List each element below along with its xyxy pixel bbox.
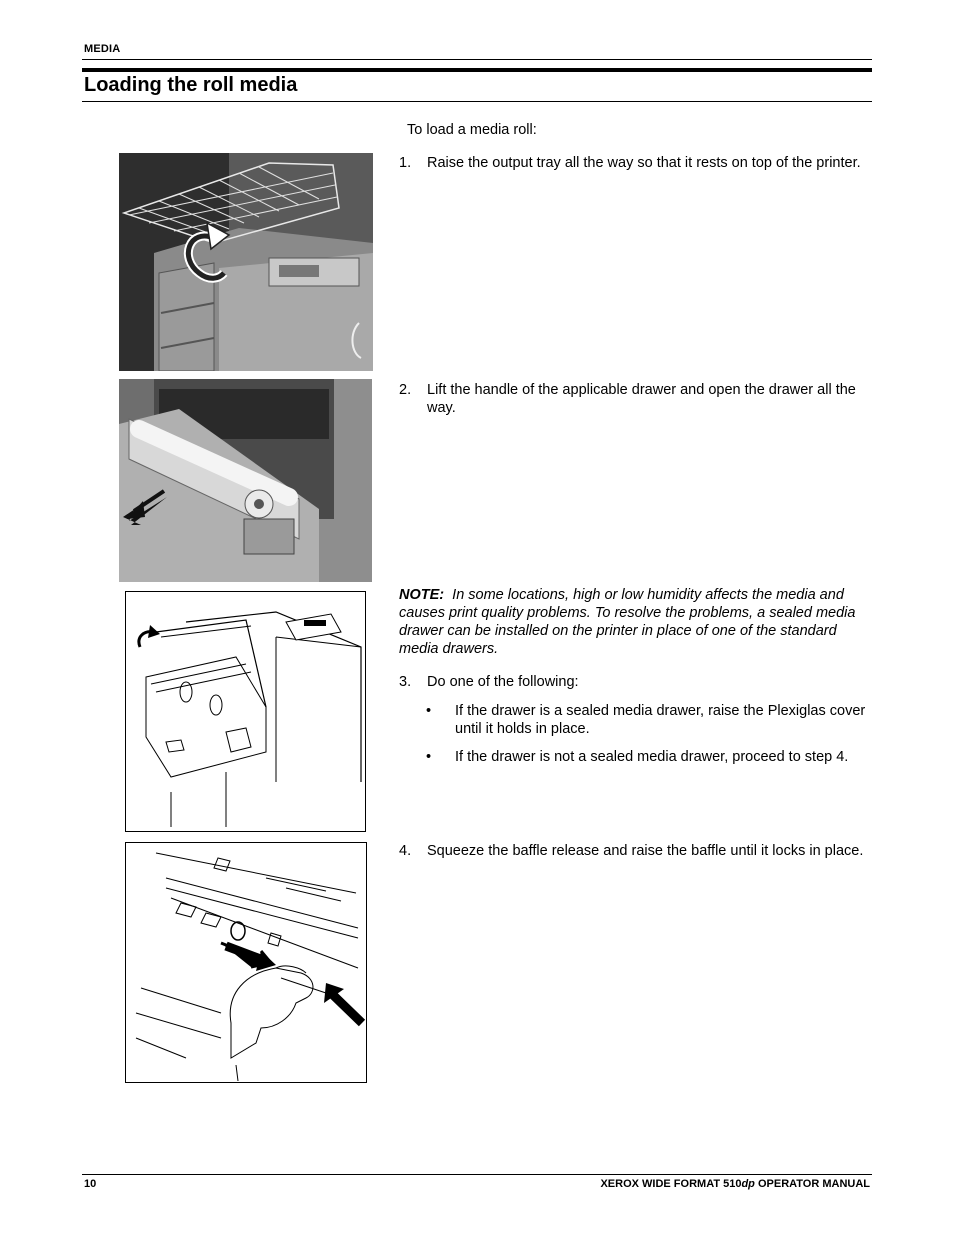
bullet-text: If the drawer is not a sealed media drawer, proceed to step 4. <box>455 749 849 765</box>
step-1 <box>399 154 864 172</box>
step-3 <box>399 673 864 691</box>
bullet-glyph: • <box>426 749 432 765</box>
intro-text: To load a media roll: <box>407 122 537 138</box>
step-number: 2. <box>399 382 412 398</box>
header-rule-thick <box>82 68 872 72</box>
bullet-text: If the drawer is a sealed media drawer, raise the Plexiglas cover until it holds in place. <box>455 703 866 737</box>
step-number: 3. <box>399 674 412 690</box>
title-rule <box>82 101 872 102</box>
humidity-note <box>399 586 864 658</box>
step-number: 1. <box>399 155 412 171</box>
manual-prefix: XEROX WIDE FORMAT 510 <box>600 1178 742 1190</box>
bullet-glyph: • <box>426 703 432 719</box>
step-4 <box>399 842 864 860</box>
figure-open-drawer-photo <box>119 379 372 582</box>
step-number: 4. <box>399 843 412 859</box>
page-title: Loading the roll media <box>84 74 298 96</box>
note-text: In some locations, high or low humidity affects the media and causes print quality problems. To resolve the problems, a sealed media drawer can be installed on the printer in place of one of the standard media drawers. <box>399 587 856 657</box>
figure-baffle-release-drawing <box>125 842 367 1083</box>
header-rule-thin <box>82 59 872 60</box>
note-label: NOTE: <box>399 587 445 603</box>
manual-title <box>600 1178 870 1190</box>
step-2 <box>399 381 864 417</box>
step-text: Do one of the following: <box>427 674 579 690</box>
step-text: Squeeze the baffle release and raise the baffle until it locks in place. <box>427 843 864 859</box>
figure-output-tray-photo <box>119 153 373 371</box>
step-text: Raise the output tray all the way so that it rests on top of the printer. <box>427 155 861 171</box>
step-text: Lift the handle of the applicable drawer and open the drawer all the way. <box>427 382 856 416</box>
bullet-item <box>426 748 866 766</box>
figure-sealed-drawer-drawing <box>125 591 366 832</box>
page-number: 10 <box>84 1178 97 1190</box>
bullet-item <box>426 702 866 738</box>
manual-model: dp <box>741 1178 755 1190</box>
manual-suffix: OPERATOR MANUAL <box>754 1178 870 1190</box>
section-label: MEDIA <box>84 43 121 55</box>
footer-rule <box>82 1174 872 1175</box>
